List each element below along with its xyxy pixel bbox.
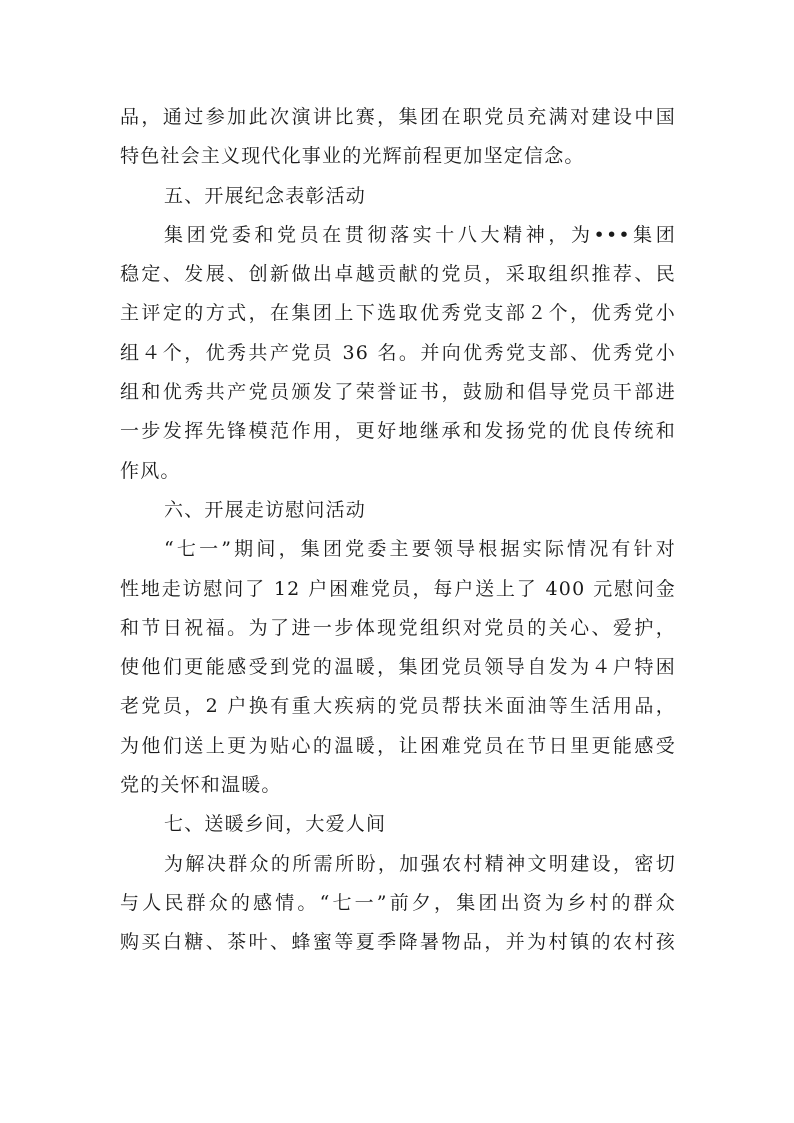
paragraph-line: 使他们更能感受到党的温暖，集团党员领导自发为４户特困 — [120, 656, 676, 679]
paragraph-line: 特色社会主义现代化事业的光辉前程更加坚定信念。 — [120, 145, 585, 168]
section-heading: 六、开展走访慰问活动 — [164, 498, 367, 521]
paragraph-line: 组４个，优秀共产党员 36 名。并向优秀党支部、优秀党小 — [120, 341, 676, 364]
paragraph-line: 为解决群众的所需所盼，加强农村精神文明建设，密切 — [164, 852, 676, 875]
paragraph-line: 性地走访慰问了 12 户困难党员，每户送上了 400 元慰问金 — [120, 577, 676, 600]
paragraph-line: 购买白糖、茶叶、蜂蜜等夏季降暑物品，并为村镇的农村孩 — [120, 931, 676, 954]
paragraph-line: 与人民群众的感情。“七一”前夕，集团出资为乡村的群众 — [120, 891, 676, 914]
paragraph-line: 品，通过参加此次演讲比赛，集团在职党员充满对建设中国 — [120, 106, 676, 128]
paragraph-line: 党的关怀和温暖。 — [120, 774, 282, 797]
paragraph-line: 老党员，2 户换有重大疾病的党员帮扶米面油等生活用品， — [120, 695, 676, 718]
paragraph-line: 为他们送上更为贴心的温暖，让困难党员在节日里更能感受 — [120, 734, 676, 757]
document-body — [120, 98, 676, 963]
paragraph-line: 稳定、发展、创新做出卓越贡献的党员，采取组织推荐、民 — [120, 263, 676, 286]
paragraph-line: 一步发挥先锋模范作用，更好地继承和发扬党的优良传统和 — [120, 420, 676, 443]
section-heading: 五、开展纪念表彰活动 — [164, 184, 367, 207]
paragraph-line: 集团党委和党员在贯彻落实十八大精神，为•••集团 — [164, 223, 676, 246]
paragraph-line: “七一”期间，集团党委主要领导根据实际情况有针对 — [164, 538, 676, 561]
paragraph-line: 和节日祝福。为了进一步体现党组织对党员的关心、爱护， — [120, 616, 676, 639]
paragraph-line: 主评定的方式，在集团上下选取优秀党支部２个，优秀党小 — [120, 302, 676, 325]
paragraph-line: 作风。 — [120, 459, 181, 482]
paragraph-line: 组和优秀共产党员颁发了荣誉证书，鼓励和倡导党员干部进 — [120, 381, 676, 404]
section-heading: 七、送暖乡间，大爱人间 — [164, 813, 387, 836]
